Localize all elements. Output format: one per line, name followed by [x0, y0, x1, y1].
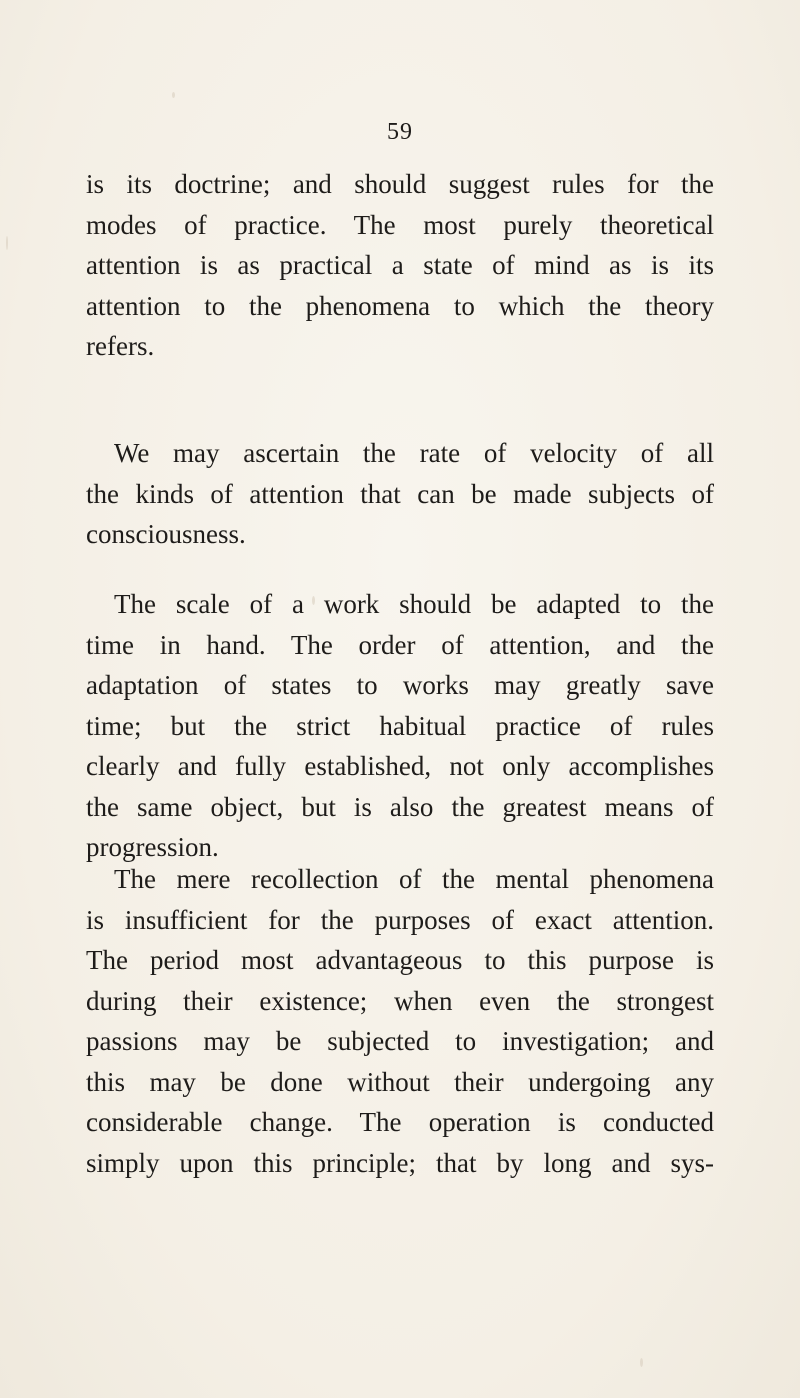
text-line: attention is as practical a state of mind as is its [86, 250, 714, 280]
paragraph-2 [86, 433, 714, 555]
text-line: progression. [86, 832, 219, 862]
paragraph-3 [86, 584, 714, 868]
paper-speck [6, 236, 8, 250]
text-line: time in hand. The order of attention, and the [86, 629, 714, 660]
text-line: during their existence; when even the strongest [86, 985, 714, 1016]
paragraph-1 [86, 164, 714, 367]
paper-speck [172, 92, 175, 98]
text-line: considerable change. The operation is conducted [86, 1107, 714, 1137]
text-line: The mere recollection of the mental phenomena [114, 864, 714, 894]
text-line: time; but the strict habitual practice of rules [86, 710, 714, 741]
text-line: clearly and fully established, not only accomplishes [86, 751, 714, 781]
text-line: the same object, but is also the greatest means of [86, 791, 714, 822]
text-line: passions may be subjected to investigation; and [86, 1026, 714, 1056]
text-line: refers. [86, 331, 155, 361]
text-line: consciousness. [86, 519, 246, 549]
text-line: simply upon this principle; that by long and sys- [86, 1147, 714, 1178]
paper-speck [640, 1358, 643, 1367]
text-line: the kinds of attention that can be made subjects of [86, 478, 714, 509]
text-line: The scale of a work should be adapted to the [114, 589, 714, 619]
text-line: adaptation of states to works may greatly save [86, 670, 714, 700]
text-line: attention to the phenomena to which the theory [86, 290, 714, 321]
page-number: 59 [387, 119, 413, 145]
text-line: The period most advantageous to this purpose is [86, 945, 714, 975]
text-line: this may be done without their undergoing any [86, 1066, 714, 1097]
text-line: modes of practice. The most purely theoretical [86, 209, 714, 240]
text-line: is its doctrine; and should suggest rules for the [86, 169, 714, 199]
text-line: is insufficient for the purposes of exact attention. [86, 904, 714, 935]
paragraph-4 [86, 859, 714, 1183]
text-line: We may ascertain the rate of velocity of all [114, 438, 714, 468]
